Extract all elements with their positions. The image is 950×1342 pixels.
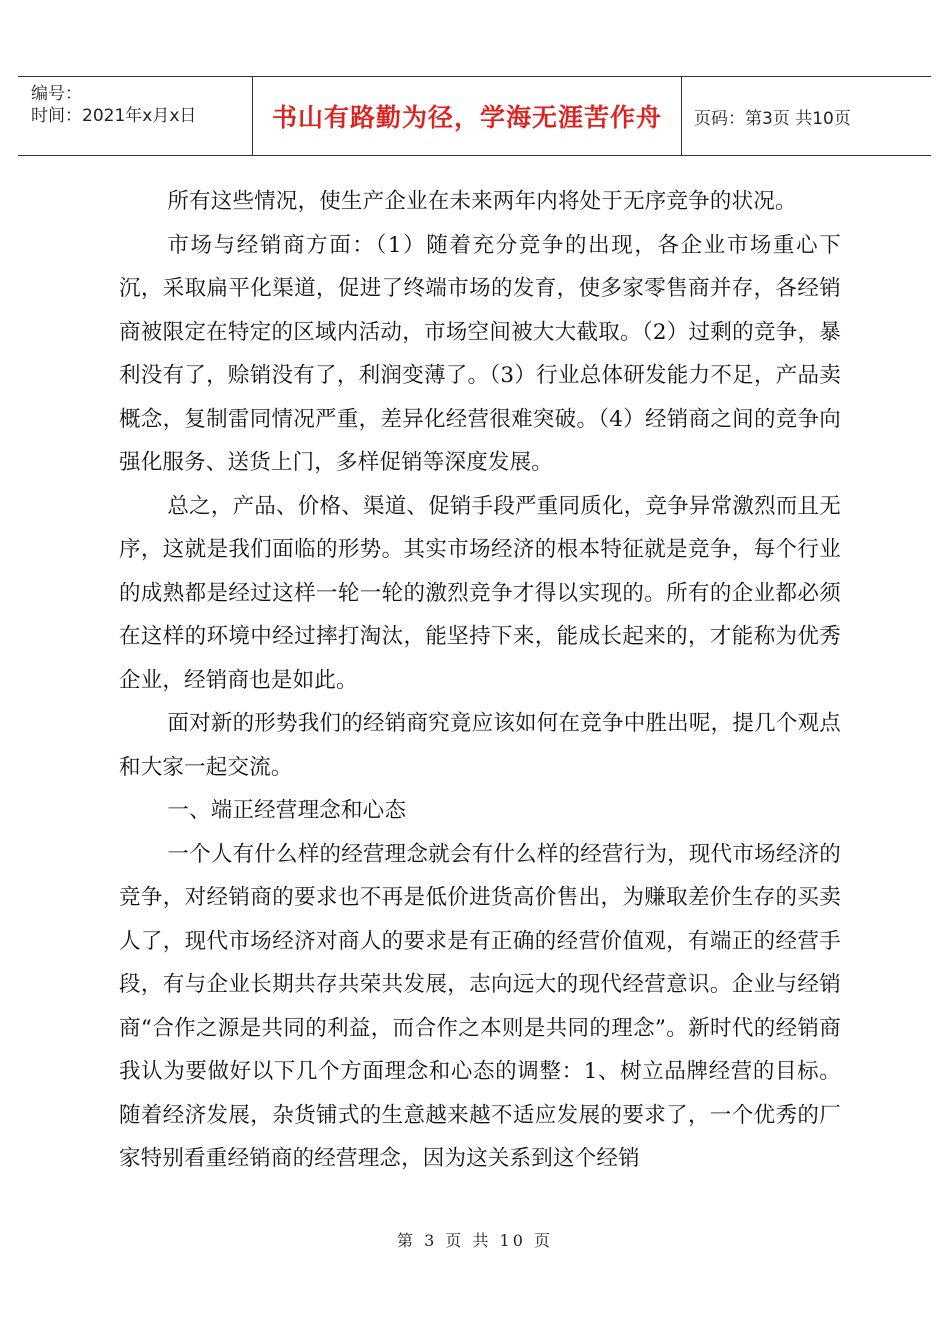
page-footer: 第 3 页 共 10 页 — [397, 1231, 553, 1250]
document-time-label: 时间：2021年x月x日 — [31, 106, 197, 126]
body-paragraph: 面对新的形势我们的经销商究竟应该如何在竞争中胜出呢，提几个观点和大家一起交流。 — [119, 711, 841, 780]
body-paragraph: 市场与经销商方面：（1）随着充分竞争的出现，各企业市场重心下沉，采取扁平化渠道，促进了终端市场的发育，使多家零售商并存，各经销商被限定在特定的区域内活动，市场空间被大大截取。（2）过剩的竞争，暴利没有了，赊销没有了，利润变薄了。（3）行业总体研发能力不足，产品卖概念，复制雷同情况严重，差异化经营很难突破。（4）经销商之间的竞争向强化服务、送货上门，多样促销等深度发展。 — [119, 232, 841, 475]
body-paragraph: 总之，产品、价格、渠道、促销手段严重同质化，竞争异常激烈而且无序，这就是我们面临的形势。其实市场经济的根本特征就是竞争，每个行业的成熟都是经过这样一轮一轮的激烈竞争才得以实现的。所有的企业都必须在这样的环境中经过摔打淘汰，能坚持下来，能成长起来的，才能称为优秀企业，经销商也是如此。 — [119, 493, 841, 693]
body-paragraph: 一个人有什么样的经营理念就会有什么样的经营行为，现代市场经济的竞争，对经销商的要求也不再是低价进货高价售出，为赚取差价生存的买卖人了，现代市场经济对商人的要求是有正确的经营价值观，有端正的经营手段，有与企业长期共存共荣共发展，志向远大的现代经营意识。企业与经销商“合作之源是共同的利益，而合作之本则是共同的理念”。新时代的经销商我认为要做好以下几个方面理念和心态的调整：1、树立品牌经营的目标。随着经济发展，杂货铺式的生意越来越不适应发展的要求了，一个优秀的厂家特别看重经销商的经营理念，因为这关系到这个经销 — [119, 841, 841, 1171]
header-meta — [18, 77, 252, 155]
document-body — [119, 180, 841, 1181]
section-heading: 一、端正经营理念和心态 — [167, 798, 407, 823]
document-number-label: 编号： — [31, 84, 82, 104]
body-paragraph: 所有这些情况，使生产企业在未来两年内将处于无序竞争的状况。 — [167, 189, 797, 214]
page-header — [18, 76, 931, 156]
header-motto: 书山有路勤为径，学海无涯苦作舟 — [252, 77, 682, 155]
header-page-code: 页码：第3页 共10页 — [694, 108, 851, 129]
